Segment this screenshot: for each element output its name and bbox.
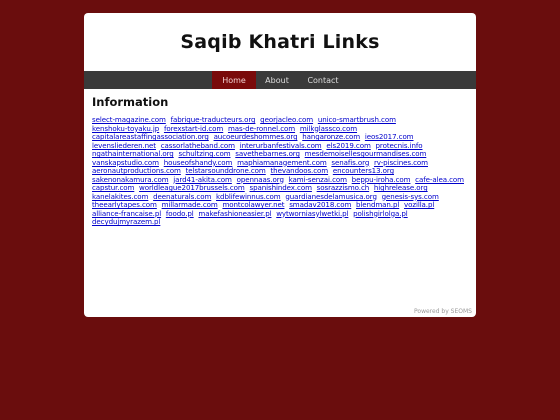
link-item[interactable]: interurbanfestivals.com (239, 140, 322, 150)
link-item[interactable]: aucoeurdeshommes.org (213, 132, 298, 141)
link-item[interactable]: genesis-sys.com (381, 191, 439, 201)
link-item[interactable]: milkglassco.com (299, 123, 358, 133)
link-item[interactable]: mesdemoisellesgourmandises.com (304, 149, 427, 158)
link-item[interactable]: maphiamanagement.com (237, 157, 327, 167)
link-item[interactable]: alliance-francaise.pl (92, 208, 162, 218)
link-item[interactable]: spanishindex.com (249, 183, 312, 192)
link-item[interactable]: deenaturals.com (153, 191, 212, 201)
link-item[interactable]: protecnis.info (375, 140, 423, 150)
link-item[interactable]: polishgirlolga.pl (353, 208, 408, 218)
link-item[interactable]: guardianesdelamusica.org (285, 191, 377, 201)
link-item[interactable]: smadav2018.com (289, 200, 352, 209)
link-item[interactable]: ngathainternational.org (92, 149, 174, 158)
link-item[interactable]: kami-senzai.com (288, 174, 347, 184)
link-list (92, 116, 468, 227)
nav-item-about[interactable]: About (265, 75, 289, 85)
link-item[interactable]: vozilla.pl (403, 200, 435, 209)
site-title: Saqib Khatri Links (180, 31, 380, 53)
link-item[interactable]: sosrazzismo.ch (316, 183, 370, 192)
link-item[interactable]: beppu-iroha.com (351, 174, 411, 184)
link-item[interactable]: montcolawyer.net (222, 200, 285, 209)
link-item[interactable]: els2019.com (326, 140, 371, 150)
link-item[interactable]: rv-piscines.com (373, 157, 428, 167)
nav-item-contact[interactable]: Contact (307, 75, 339, 85)
link-item[interactable]: forexstart-id.com (163, 123, 224, 133)
link-item[interactable]: kenshoku-toyaku.jp (92, 123, 160, 133)
link-item[interactable]: cassorlatheband.com (160, 140, 235, 150)
link-item[interactable]: ieos2017.com (364, 132, 414, 141)
link-item[interactable]: houseofshandy.com (163, 157, 233, 167)
main-nav (84, 71, 476, 89)
link-item[interactable]: highrelease.org (373, 183, 428, 192)
link-item[interactable]: blendman.pl (356, 200, 400, 209)
link-item[interactable]: levensliederen.net (92, 140, 156, 150)
link-item[interactable]: encounters13.org (332, 166, 394, 175)
link-item[interactable]: cafe-alea.com (415, 174, 464, 184)
link-item[interactable]: fabrique-traducteurs.org (170, 115, 256, 124)
link-item[interactable]: wytworniasylwetki.pl (276, 208, 349, 218)
link-item[interactable]: thevandoos.com (270, 166, 329, 175)
link-item[interactable]: capitalareastaffingassociation.org (92, 132, 209, 141)
link-item[interactable]: aeronautproductions.com (92, 166, 181, 175)
link-item[interactable]: opennaas.org (236, 174, 284, 184)
link-item[interactable]: hangaronze.com (302, 132, 361, 141)
link-item[interactable]: kanelakites.com (92, 191, 149, 201)
footer-powered-by: Powered by SEOMS (414, 308, 472, 315)
link-item[interactable]: telstarsounddrone.com (185, 166, 266, 175)
section-heading: Information (92, 95, 169, 109)
link-item[interactable]: millarmade.com (161, 200, 218, 209)
link-item[interactable]: makefashioneasier.pl (198, 208, 272, 218)
link-item[interactable]: worldleague2017brussels.com (139, 183, 245, 192)
link-item[interactable]: select-magazine.com (92, 115, 166, 124)
link-item[interactable]: decydujmyrazem.pl (92, 217, 161, 226)
link-item[interactable]: jard41-akita.com (173, 174, 232, 184)
link-item[interactable]: vanskapstudio.com (92, 157, 159, 167)
link-item[interactable]: sakenonakamura.com (92, 174, 169, 184)
link-item[interactable]: unico-smartbrush.com (317, 115, 396, 124)
site-header (84, 13, 476, 71)
page-container (84, 13, 476, 317)
nav-item-home[interactable]: Home (212, 71, 256, 89)
link-item[interactable]: senafis.org (331, 157, 370, 167)
link-item[interactable]: georjacleo.com (260, 115, 314, 124)
link-item[interactable]: theearlytapes.com (92, 200, 157, 209)
link-item[interactable]: mas-de-ronnel.com (227, 123, 296, 133)
main-content (84, 89, 476, 227)
link-item[interactable]: kdblifewinnus.com (216, 191, 281, 201)
link-item[interactable]: savethebarnes.org (235, 149, 300, 158)
link-item[interactable]: capstur.com (92, 183, 135, 192)
link-item[interactable]: schultzing.com (178, 149, 231, 158)
link-item[interactable]: foodo.pl (165, 208, 194, 218)
